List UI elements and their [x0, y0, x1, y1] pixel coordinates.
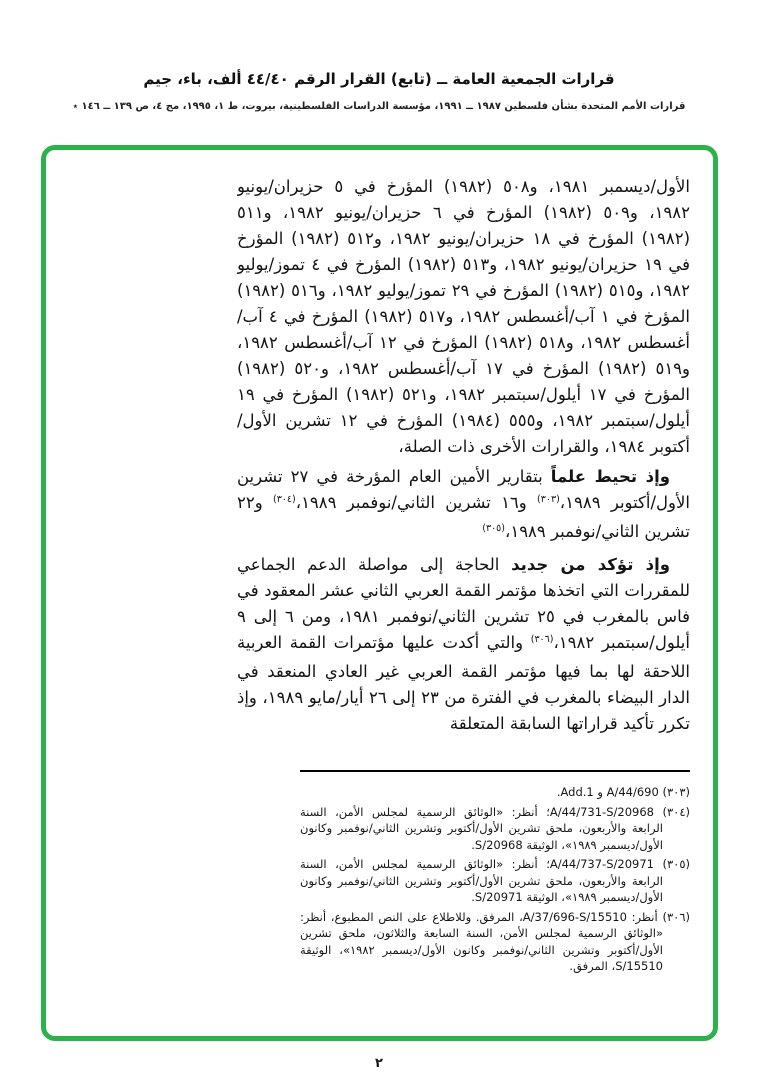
footnote-item-303	[300, 784, 690, 801]
footnote-ref-306: (٣٠٦)	[530, 634, 554, 645]
footnote-item-304	[300, 804, 690, 854]
footnote-number: (٣٠٥)	[662, 857, 690, 871]
footnote-number: (٣٠٣)	[662, 785, 690, 799]
footnote-number: (٣٠٦)	[662, 909, 690, 924]
footnote-item-306	[300, 909, 690, 975]
paragraph-text-segment: و٢٢ تشرين الثاني/نوفمبر ١٩٨٩،	[237, 493, 690, 541]
paragraph-lead: وإذ تؤكد من جديد	[511, 555, 671, 574]
source-citation: قرارات الأمم المتحدة بشأن فلسطين ١٩٨٧ ــ ١٩٩١، مؤسسة الدراسات الفلسطينية، بيروت، ط ١، ١٩٩٥، مج ٤، ص ١٣٩ ــ ١٤٦ ٭	[72, 101, 686, 112]
paragraph-text-segment: والتي أكدت عليها مؤتمرات القمة العربية اللاحقة لها بما فيها مؤتمر القمة العربي غير العادي المنعقد في الدار البيضاء بالمغرب في الفترة من ٢٣ إلى ٢٦ أيار/مايو ١٩٨٩، وإذ تكرر تأكيد قراراتها السابقة المتعلقة	[237, 633, 690, 733]
page-number: ٢	[375, 1056, 383, 1071]
footnote-number: (٣٠٤)	[662, 804, 690, 819]
footnote-text: A/44/731-S/20968؛ أنظر: «الوثائق الرسمية لمجلس الأمن، السنة الرابعة والأربعون، ملحق تشرين الأول/أكتوبر وتشرين الثاني/نوفمبر وكانون الأول/ديسمبر ١٩٨٩»، الوثيقة S/20968.	[300, 804, 663, 852]
content-frame	[41, 145, 718, 1041]
footnote-separator	[300, 770, 690, 772]
footnote-item-305	[300, 856, 690, 906]
paragraph-taking-note	[237, 464, 690, 548]
footnotes-section	[300, 784, 690, 975]
paragraph-reaffirming	[237, 552, 690, 737]
footnote-text: أنظر: A/37/696-S/15510، المرفق. وللاطلاع على النص المطبوع، أنظر: «الوثائق الرسمية لمجلس الأمن، السنة السابعة والثلاثون، ملحق تشرين الأول/أكتوبر وتشرين الثاني/نوفمبر وكانون الأول/ديسمبر ١٩٨٢»، الوثيقة S/15510، المرفق.	[300, 909, 663, 973]
paragraph-resolution-list: الأول/ديسمبر ١٩٨١، و٥٠٨ (١٩٨٢) المؤرخ في ٥ حزيران/يونيو ١٩٨٢، و٥٠٩ (١٩٨٢) المؤرخ في ٦ حزيران/يونيو ١٩٨٢، و٥١١ (١٩٨٢) المؤرخ في ١٨ حزيران/يونيو ١٩٨٢، و٥١٢ (١٩٨٢) المؤرخ في ١٩ حزيران/يونيو ١٩٨٢، و٥١٣ (١٩٨٢) المؤرخ في ٤ تموز/يوليو ١٩٨٢، و٥١٥ (١٩٨٢) المؤرخ في ٢٩ تموز/يوليو ١٩٨٢، و٥١٦ (١٩٨٢) المؤرخ في ١ آب/أغسطس ١٩٨٢، و٥١٧ (١٩٨٢) المؤرخ في ٤ آب/أغسطس ١٩٨٢، و٥١٨ (١٩٨٢) المؤرخ في ١٢ آب/أغسطس ١٩٨٢، و٥١٩ (١٩٨٢) المؤرخ في ١٧ آب/أغسطس ١٩٨٢، و٥٢٠ (١٩٨٢) المؤرخ في ١٧ أيلول/سبتمبر ١٩٨٢، و٥٢١ (١٩٨٢) المؤرخ في ١٩ أيلول/سبتمبر ١٩٨٢، و٥٥٥ (١٩٨٤) المؤرخ في ١٢ تشرين الأول/أكتوبر ١٩٨٤، والقرارات الأخرى ذات الصلة،	[237, 177, 690, 456]
paragraph-text-segment: و١٦ تشرين الثاني/نوفمبر ١٩٨٩،	[295, 493, 538, 512]
footnote-ref-304: (٣٠٤)	[272, 494, 296, 505]
footnote-ref-305: (٣٠٥)	[482, 523, 505, 534]
paragraph-lead: وإذ تحيط علماً	[550, 467, 670, 486]
resolution-body	[237, 174, 690, 754]
page-title: قرارات الجمعية العامة ــ (تابع) القرار الرقم ٤٤/٤٠ ألف، باء، جيم	[143, 70, 615, 88]
footnote-text: A/44/737-S/20971؛ أنظر: «الوثائق الرسمية لمجلس الأمن، السنة الرابعة والأربعون، ملحق تشرين الأول/أكتوبر وتشرين الثاني/نوفمبر وكانون الأول/ديسمبر ١٩٨٩»، الوثيقة S/20971.	[300, 857, 663, 904]
footnote-text: A/44/690 و Add.1.	[556, 785, 659, 799]
paragraph-text-segment: الحاجة إلى مواصلة الدعم الجماعي للمقررات التي اتخذها مؤتمر القمة العربي الثاني عشر المعقود في فاس بالمغرب في ٢٥ تشرين الثاني/نوفمبر ١٩٨١، ومن ٦ إلى ٩ أيلول/سبتمبر ١٩٨٢،	[237, 555, 690, 652]
document-header	[0, 70, 758, 112]
footnote-ref-303: (٣٠٣)	[537, 494, 560, 505]
paragraph-text-segment: بتقارير الأمين العام المؤرخة في ٢٧ تشرين الأول/أكتوبر ١٩٨٩،	[237, 467, 690, 512]
